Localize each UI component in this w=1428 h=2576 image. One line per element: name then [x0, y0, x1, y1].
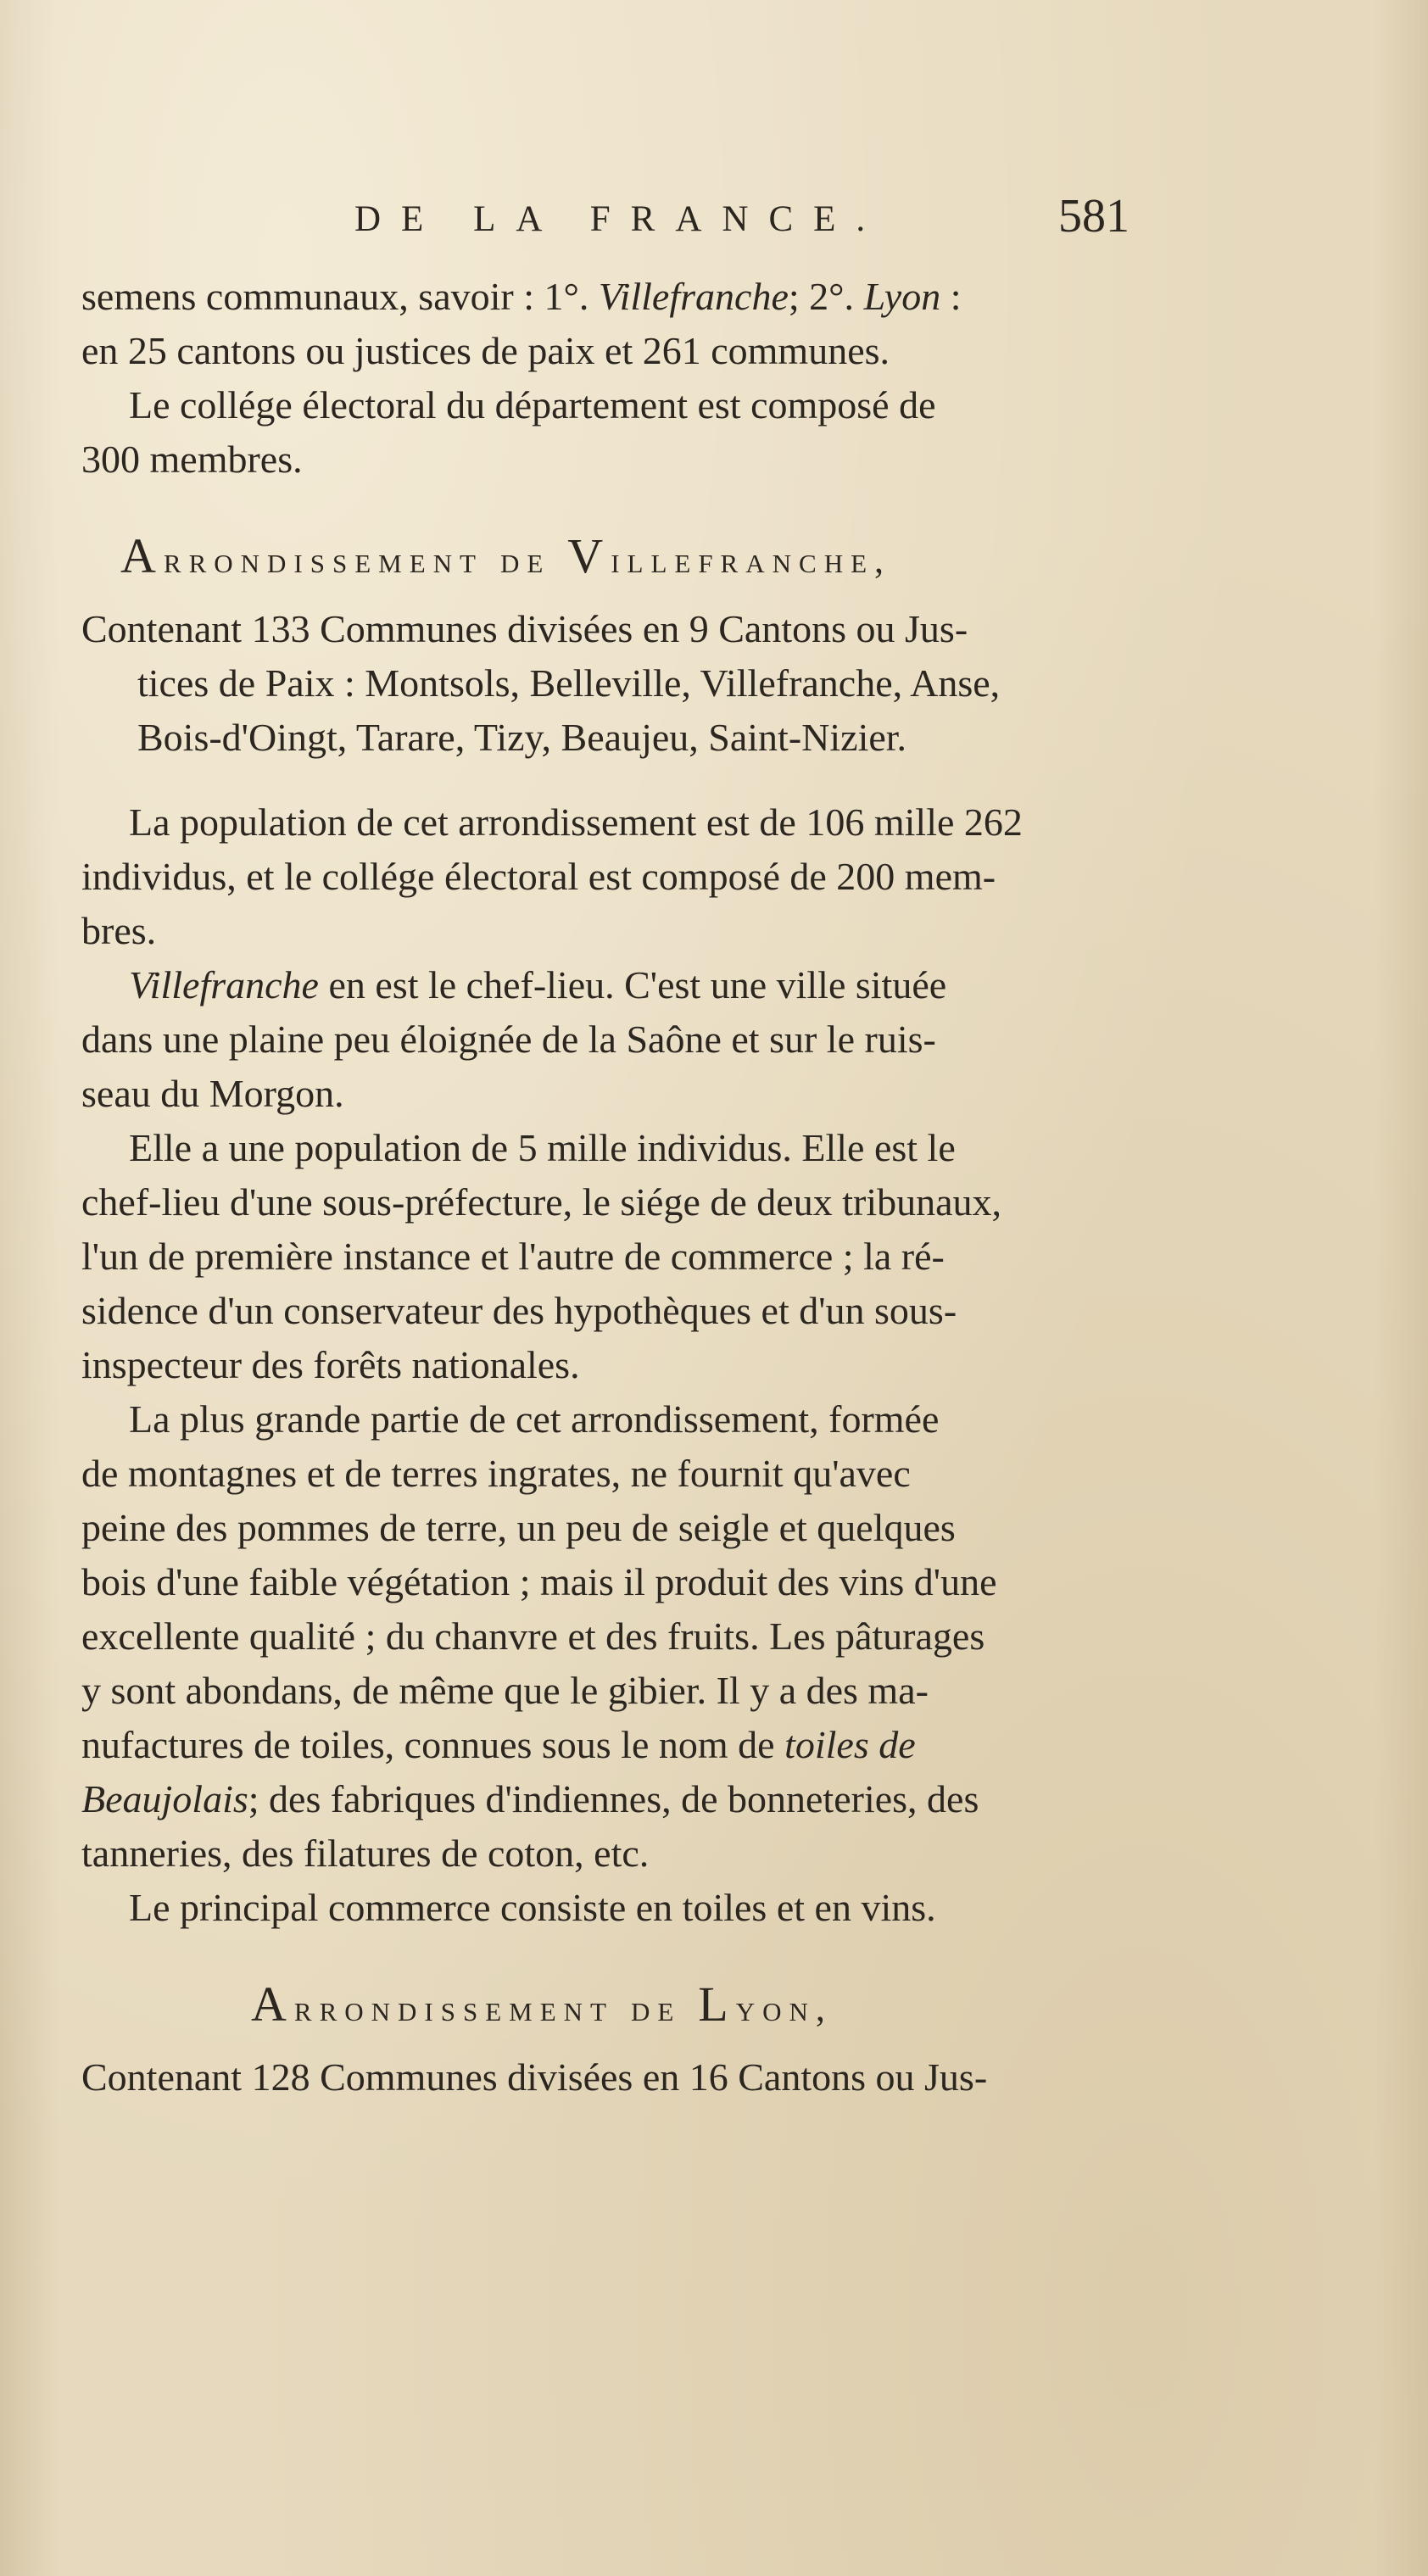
- page-number: 581: [1058, 190, 1130, 243]
- text-line: y sont abondans, de même que le gibier. Il y a des ma-: [81, 1669, 929, 1712]
- text-line: [81, 1772, 1252, 1826]
- text-run: nufactures de toiles, connues sous le nom de: [81, 1723, 785, 1766]
- text-line: individus, et le collége électoral est composé de 200 mem-: [81, 855, 996, 898]
- text-run: semens communaux, savoir : 1°.: [81, 275, 599, 318]
- page-body: [81, 270, 1252, 2105]
- text-line: Contenant 133 Communes divisées en 9 Cantons ou Jus-: [81, 607, 968, 650]
- section-heading-lyon: Arrondissement de Lyon,: [251, 1977, 833, 2032]
- text-line: La population de cet arrondissement est de 106 mille 262: [129, 800, 1023, 844]
- text-line: excellente qualité ; du chanvre et des fruits. Les pâturages: [81, 1614, 985, 1658]
- italic-term: Beaujolais: [81, 1777, 248, 1820]
- text-run: ; des fabriques d'indiennes, de bonneteries, des: [248, 1777, 979, 1820]
- text-line: Bois-d'Oingt, Tarare, Tizy, Beaujeu, Saint-Nizier.: [137, 716, 907, 759]
- text-line: bois d'une faible végétation ; mais il produit des vins d'une: [81, 1560, 997, 1603]
- section-heading-villefranche: Arrondissement de Villefranche,: [120, 528, 892, 583]
- text-line: Contenant 128 Communes divisées en 16 Cantons ou Jus-: [81, 2055, 988, 2099]
- italic-term: toiles de: [784, 1723, 916, 1766]
- page-header: [0, 190, 1428, 249]
- text-line: tanneries, des filatures de coton, etc.: [81, 1832, 650, 1875]
- italic-place-name: Villefranche: [129, 963, 319, 1006]
- text-line: l'un de première instance et l'autre de commerce ; la ré-: [81, 1235, 945, 1278]
- text-line: bres.: [81, 909, 157, 952]
- text-line: seau du Morgon.: [81, 1072, 344, 1115]
- text-line: 300 membres.: [81, 438, 303, 481]
- italic-place-name: Villefranche: [598, 275, 789, 318]
- text-line: chef-lieu d'une sous-préfecture, le siége de deux tribunaux,: [81, 1180, 1002, 1224]
- text-line: Elle a une population de 5 mille individus. Elle est le: [129, 1126, 956, 1169]
- text-line: de montagnes et de terres ingrates, ne fournit qu'avec: [81, 1452, 911, 1495]
- text-line: tices de Paix : Montsols, Belleville, Villefranche, Anse,: [137, 661, 1001, 705]
- text-line: [81, 1718, 1252, 1772]
- text-line: [81, 270, 1252, 324]
- text-line: inspecteur des forêts nationales.: [81, 1343, 580, 1386]
- italic-place-name: Lyon: [863, 275, 941, 318]
- text-line: peine des pommes de terre, un peu de seigle et quelques: [81, 1506, 956, 1549]
- text-run: ; 2°.: [788, 275, 864, 318]
- text-run: :: [940, 275, 962, 318]
- text-line: Le collége électoral du département est composé de: [129, 383, 936, 427]
- text-line: sidence d'un conservateur des hypothèques et d'un sous-: [81, 1289, 957, 1332]
- running-head: DE LA FRANCE.: [354, 199, 886, 239]
- text-line: Le principal commerce consiste en toiles et en vins.: [129, 1886, 936, 1929]
- text-line: dans une plaine peu éloignée de la Saône et sur le ruis-: [81, 1018, 936, 1061]
- text-line: en 25 cantons ou justices de paix et 261 communes.: [81, 329, 890, 372]
- text-line: La plus grande partie de cet arrondissement, formée: [129, 1397, 940, 1441]
- text-run: en est le chef-lieu. C'est une ville située: [318, 963, 947, 1006]
- text-line: [81, 958, 1252, 1012]
